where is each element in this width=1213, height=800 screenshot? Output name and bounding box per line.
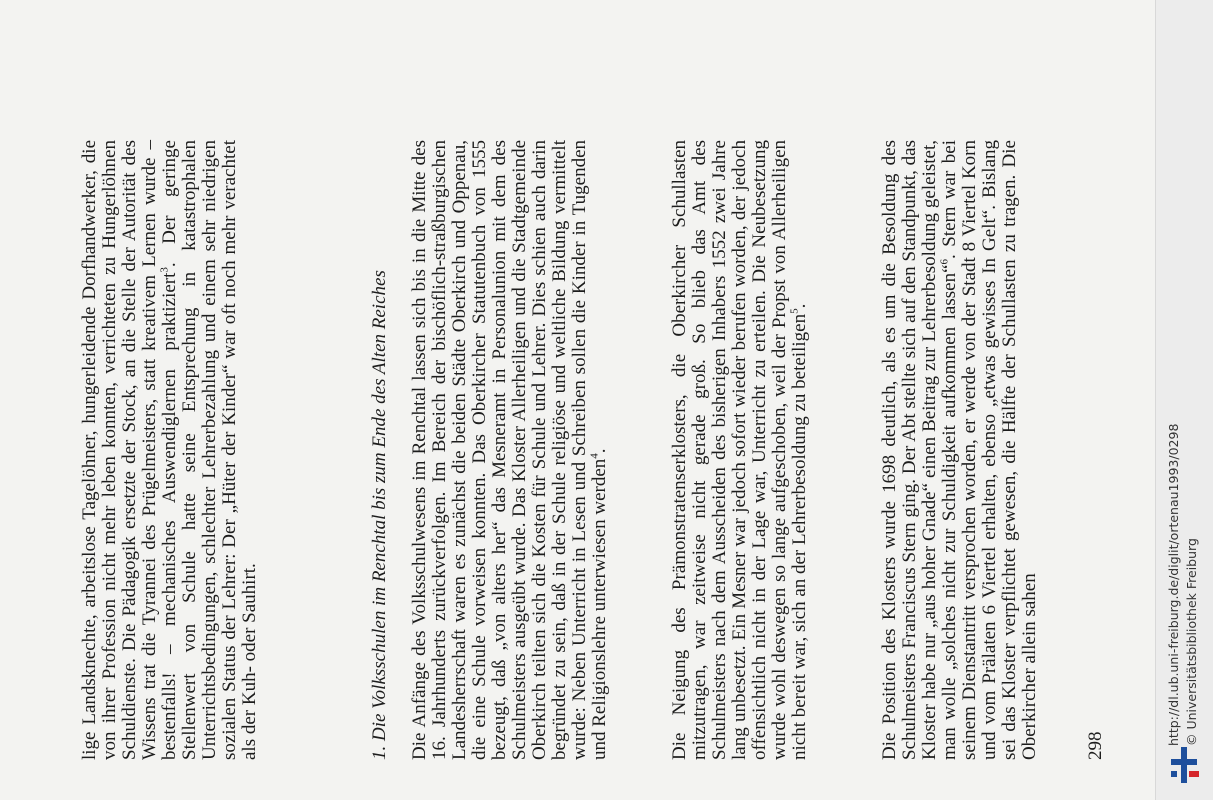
paragraph-position (880, 140, 1040, 760)
paragraph-text-tail: . (589, 448, 610, 454)
footnote-ref: 5 (788, 308, 801, 314)
paragraph-text-tail: . Der geringe Stellenwert von Schule hatte seine Entsprechung in katastrophalen Unterrichtsbedingungen, schlechter Lehrerbezahlung und einem sehr niedrigen sozialen Status der Lehrer: Der „Hüter der Kinder“ war oft noch mehr verachtet als der Kuh- oder Sauhirt. (159, 140, 260, 760)
page-number: 298 (1085, 731, 1106, 760)
page-text-block (80, 0, 1155, 760)
paragraph-text-tail: . (789, 303, 810, 309)
source-url-link[interactable]: http://dl.ub.uni-freiburg.de/diglit/ortenau1993/0298 (1166, 423, 1181, 746)
paragraph-neigung (670, 140, 810, 760)
paragraph-anfaenge (410, 140, 610, 760)
paragraph-intro (80, 140, 260, 760)
footnote-ref: 3 (158, 267, 171, 273)
footnote-ref: 4 (588, 453, 601, 459)
library-sidebar (1155, 0, 1213, 800)
copyright-notice: © Universitätsbibliothek Freiburg (1184, 538, 1199, 746)
sidebar-text (1166, 0, 1202, 798)
paragraph-text-tail: . Stern war bei seinem Dienstantritt versprochen worden, er werde von der Stadt 8 Viertel Korn und vom Prälaten 6 Viertel erhalten, ebenso „etwas gewisses In Gelt“. Bislang sei das Kloster verpflichtet gewesen, die Hälfte der Schullasten zu tragen. Die Oberkircher allein sahen (939, 140, 1040, 760)
paragraph-text: Die Neigung des Prämonstratenserklosters, die Oberkircher Schullasten mitzutragen, war zeitweise nicht gerade groß. So blieb das Amt des Schulmeisters nach dem Ausscheiden des bisherigen Inhabers 1552 zwei Jahre lang unbesetzt. Ein Mesner war jedoch sofort wieder berufen worden, der jedoch offensichtlich nicht in der Lage war, Unterricht zu erteilen. Die Neubesetzung wurde wohl deswegen so lange aufgeschoben, weil der Propst von Allerheiligen nicht bereit war, sich an der Lehrerbesoldung zu beteiligen (669, 140, 810, 760)
paragraph-text: Die Position des Klosters wurde 1698 deutlich, als es um die Besoldung des Schulmeisters Franciscus Stern ging. Der Abt stellte sich auf den Standpunkt, das Kloster habe nur „aus hoher Gnade“ einen Beitrag zur Lehrerbesoldung geleistet, man wolle „solches nicht zur Schuldigkeit aufkommen lassen“ (879, 140, 960, 760)
footnote-ref: 6 (938, 258, 951, 265)
ub-freiburg-logo-icon (1167, 745, 1203, 785)
paragraph-text: lige Landsknechte, arbeitslose Tagelöhner, hungerleidende Dorfhandwerker, die von ihrer Profession nicht mehr leben konnten, verrichteten zu Hungerlöhnen Schuldienste. Die Pädagogik ersetzte der Stock, an die Stelle der Autorität des Wissens trat die Tyrannei des Prügelmeisters, statt kreativem Lernen wurde – bestenfalls! – mechanisches Auswendiglernen praktiziert (79, 140, 180, 760)
section-heading: 1. Die Volksschulen im Renchtal bis zum Ende des Alten Reiches (369, 270, 390, 760)
paragraph-text: Die Anfänge des Volksschulwesens im Renchtal lassen sich bis in die Mitte des 16. Jahrhunderts zurückverfolgen. Im Bereich der bischöflich-straßburgischen Landesherrschaft waren es zunächst die beiden Städte Oberkirch und Oppenau, die eine Schule vorweisen konnten. Das Oberkircher Statutenbuch von 1555 bezeugt, daß „von alters her“ das Mesneramt in Personalunion mit dem des Schulmeisters ausgeübt wurde. Das Kloster Allerheiligen und die Stadtgemeinde Oberkirch teilten sich die Kosten für Schule und Lehrer. Dies schien auch darin begründet zu sein, daß in der Schule religiöse und weltliche Bildung vermittelt wurde: Neben Unterricht in Lesen und Schreiben sollen die Kinder in Tugenden und Religionslehre unterwiesen werden (409, 140, 610, 760)
